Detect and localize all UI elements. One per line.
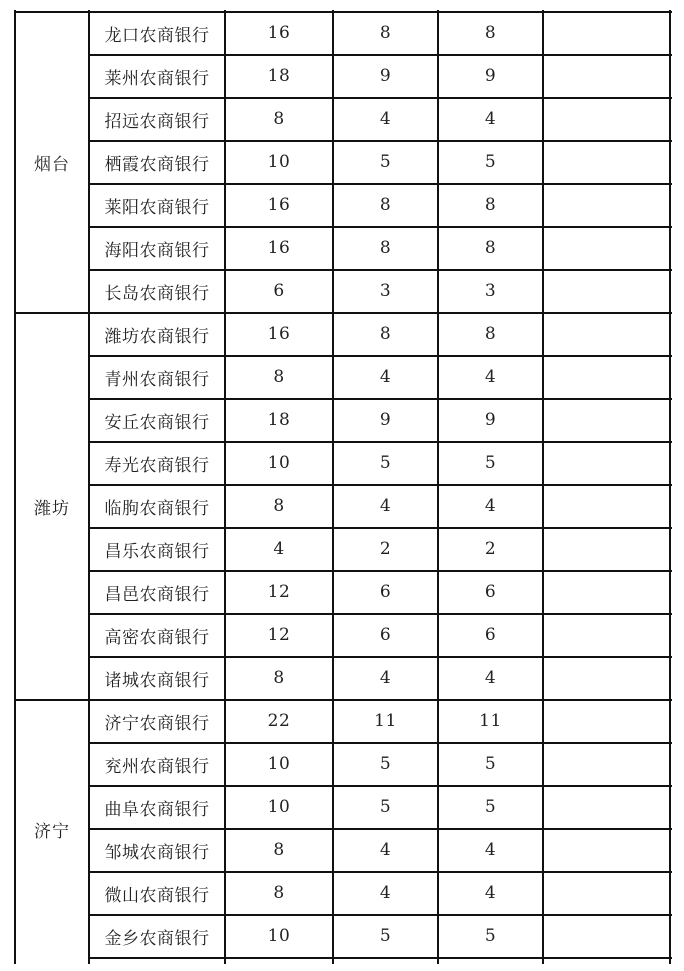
column-border	[437, 10, 439, 964]
value-cell-4	[543, 356, 670, 398]
value-cell-1: 6	[273, 281, 285, 301]
city-cell: 潍坊	[34, 499, 70, 519]
value-cell-4	[543, 184, 670, 226]
value-cell-2: 5	[379, 152, 392, 172]
value-cell-4	[543, 872, 670, 914]
bank-name-cell: 济宁农商银行	[104, 713, 210, 734]
value-cell-1: 12	[267, 582, 291, 602]
value-cell-3: 5	[484, 926, 497, 946]
value-cell-2: 2	[379, 539, 392, 559]
value-cell-1: 18	[267, 410, 291, 430]
value-cell-2: 5	[379, 754, 392, 774]
value-cell-1: 8	[273, 840, 285, 860]
table-bottom-border	[89, 957, 672, 959]
bank-name-cell: 昌邑农商银行	[104, 584, 210, 605]
bank-name-cell: 微山农商银行	[104, 885, 210, 906]
value-cell-1: 12	[267, 625, 291, 645]
value-cell-4	[543, 55, 670, 97]
column-border	[88, 10, 90, 964]
value-cell-1: 10	[267, 152, 291, 172]
value-cell-4	[543, 700, 670, 742]
value-cell-4	[543, 141, 670, 183]
value-cell-2: 4	[379, 840, 392, 860]
value-cell-4	[543, 829, 670, 871]
value-cell-3: 8	[484, 23, 497, 43]
value-cell-3: 2	[484, 539, 497, 559]
value-cell-3: 4	[484, 367, 497, 387]
value-cell-1: 16	[267, 324, 291, 344]
value-cell-1: 16	[267, 238, 291, 258]
value-cell-4	[543, 786, 670, 828]
value-cell-3: 11	[479, 711, 502, 731]
value-cell-1: 16	[267, 195, 291, 215]
value-cell-4	[543, 313, 670, 355]
value-cell-4	[543, 657, 670, 699]
bank-name-cell: 诸城农商银行	[104, 670, 210, 691]
value-cell-2: 8	[379, 23, 392, 43]
value-cell-3: 6	[484, 625, 497, 645]
value-cell-4	[543, 571, 670, 613]
value-cell-1: 8	[273, 883, 285, 903]
value-cell-4	[543, 442, 670, 484]
value-cell-4	[543, 399, 670, 441]
value-cell-3: 6	[484, 582, 497, 602]
bank-name-cell: 龙口农商银行	[104, 25, 210, 46]
value-cell-4	[543, 12, 670, 54]
value-cell-1: 10	[267, 453, 291, 473]
bank-name-cell: 莱阳农商银行	[104, 197, 210, 218]
value-cell-2: 5	[379, 797, 392, 817]
value-cell-1: 16	[267, 23, 291, 43]
value-cell-3: 4	[484, 840, 497, 860]
value-cell-1: 10	[267, 797, 291, 817]
value-cell-1: 8	[273, 668, 285, 688]
value-cell-2: 4	[379, 367, 392, 387]
value-cell-2: 4	[379, 109, 392, 129]
bank-name-cell: 兖州农商银行	[104, 756, 210, 777]
value-cell-4	[543, 614, 670, 656]
bank-name-cell: 青州农商银行	[104, 369, 210, 390]
value-cell-2: 4	[379, 668, 392, 688]
city-cell: 烟台	[34, 155, 70, 175]
value-cell-3: 4	[484, 883, 497, 903]
value-cell-4	[543, 227, 670, 269]
value-cell-4	[543, 270, 670, 312]
value-cell-3: 4	[484, 109, 497, 129]
value-cell-3: 5	[484, 754, 497, 774]
bank-name-cell: 曲阜农商银行	[104, 799, 210, 820]
value-cell-3: 5	[484, 152, 497, 172]
value-cell-3: 3	[484, 281, 497, 301]
value-cell-1: 8	[273, 496, 285, 516]
value-cell-3: 8	[484, 238, 497, 258]
value-cell-4	[543, 528, 670, 570]
bank-name-cell: 昌乐农商银行	[104, 541, 210, 562]
bank-name-cell: 高密农商银行	[104, 627, 210, 648]
bank-name-cell: 寿光农商银行	[104, 455, 210, 476]
value-cell-4	[543, 743, 670, 785]
value-cell-3: 9	[484, 66, 497, 86]
bank-name-cell: 临朐农商银行	[104, 498, 210, 519]
value-cell-1: 8	[273, 109, 285, 129]
value-cell-3: 9	[484, 410, 497, 430]
value-cell-2: 8	[379, 195, 392, 215]
value-cell-2: 8	[379, 238, 392, 258]
column-border	[669, 10, 671, 964]
value-cell-2: 5	[379, 453, 392, 473]
bank-name-cell: 长岛农商银行	[104, 283, 210, 304]
value-cell-1: 10	[267, 754, 291, 774]
bank-name-cell: 栖霞农商银行	[104, 154, 210, 175]
column-border	[14, 10, 16, 964]
value-cell-1: 4	[273, 539, 285, 559]
value-cell-2: 6	[379, 582, 392, 602]
value-cell-2: 9	[379, 410, 392, 430]
value-cell-3: 8	[484, 324, 497, 344]
value-cell-1: 18	[267, 66, 291, 86]
column-border	[542, 10, 544, 964]
value-cell-2: 4	[379, 496, 392, 516]
value-cell-4	[543, 98, 670, 140]
value-cell-2: 5	[379, 926, 392, 946]
bank-name-cell: 潍坊农商银行	[104, 326, 210, 347]
value-cell-2: 9	[379, 66, 392, 86]
value-cell-3: 5	[484, 797, 497, 817]
value-cell-3: 5	[484, 453, 497, 473]
bank-name-cell: 金乡农商银行	[104, 928, 210, 949]
bank-name-cell: 安丘农商银行	[104, 412, 210, 433]
bank-name-cell: 海阳农商银行	[104, 240, 210, 261]
value-cell-1: 10	[267, 926, 291, 946]
value-cell-2: 3	[379, 281, 392, 301]
value-cell-3: 8	[484, 195, 497, 215]
value-cell-4	[543, 915, 670, 957]
value-cell-1: 8	[273, 367, 285, 387]
value-cell-2: 4	[379, 883, 392, 903]
value-cell-2: 6	[379, 625, 392, 645]
value-cell-3: 4	[484, 496, 497, 516]
value-cell-3: 4	[484, 668, 497, 688]
value-cell-2: 11	[374, 711, 397, 731]
column-border	[224, 10, 226, 964]
bank-name-cell: 招远农商银行	[104, 111, 210, 132]
bank-name-cell: 莱州农商银行	[104, 68, 210, 89]
value-cell-2: 8	[379, 324, 392, 344]
value-cell-4	[543, 485, 670, 527]
value-cell-1: 22	[267, 711, 291, 731]
bank-name-cell: 邹城农商银行	[104, 842, 210, 863]
column-border	[332, 10, 334, 964]
city-cell: 济宁	[34, 821, 70, 842]
